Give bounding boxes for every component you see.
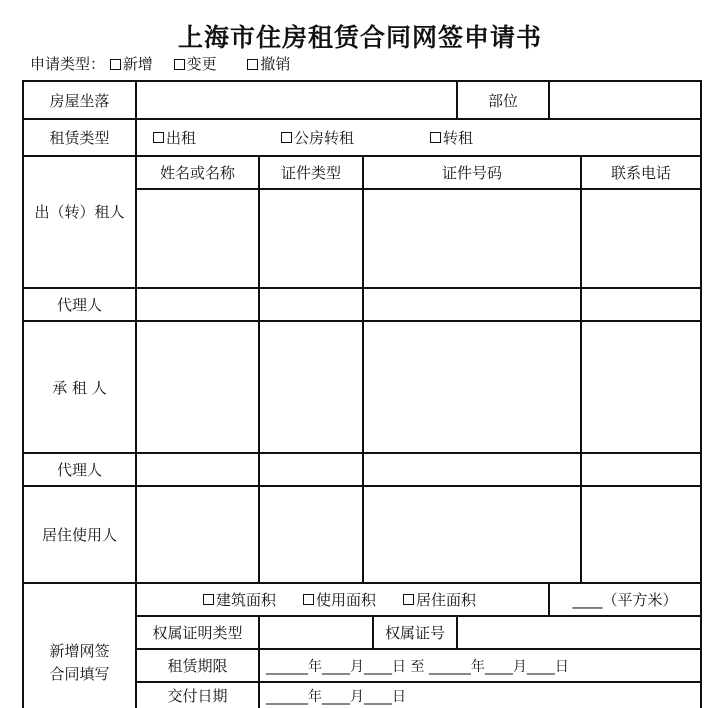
grid-line [580,155,582,582]
property-location-field[interactable] [137,82,456,118]
column-header-id-type: 证件类型 [280,164,341,182]
checkbox-icon[interactable] [153,132,164,143]
checkbox-icon[interactable] [281,132,292,143]
occupant-label: 居住使用人 [41,526,117,544]
checkbox-icon[interactable] [430,132,441,143]
new-contract-section-label: 新增网签 合同填写 [49,642,110,683]
checkbox-icon[interactable] [110,59,121,70]
unit-label: 部位 [487,91,518,110]
application-type-label: 申请类型： [30,55,106,73]
ownership-cert-type-field[interactable] [260,617,372,648]
delivery-date-field[interactable]: ______年____月____日 [266,688,406,705]
lease-type-sublet-option[interactable]: 转租 [430,120,473,155]
lease-term-label: 租赁期限 [167,657,228,675]
column-header-name: 姓名或名称 [159,164,235,182]
lessor-agent-label: 代理人 [56,296,102,314]
lease-type-label: 租赁类型 [49,129,110,147]
lessee-label: 承 租 人 [52,378,107,397]
area-option-building[interactable]: 建筑面积 [203,584,276,615]
checkbox-icon[interactable] [203,594,214,605]
checkbox-icon[interactable] [247,59,258,70]
application-type-row [30,53,290,74]
application-type-change-option[interactable]: 变更 [174,53,217,74]
lessee-agent-label: 代理人 [56,461,102,479]
application-type-cancel-option[interactable]: 撤销 [247,53,290,74]
checkbox-icon[interactable] [174,59,185,70]
grid-line [700,80,702,708]
lease-term-field[interactable]: ______年____月____日 至 ______年____月____日 [266,658,569,675]
lessor-label: 出（转）租人 [34,203,125,221]
ownership-cert-no-label: 权属证号 [384,624,445,642]
delivery-date-label: 交付日期 [167,687,228,705]
page-title: 上海市住房租赁合同网签申请书 [177,23,542,52]
unit-field[interactable] [550,82,700,118]
application-type-new-option[interactable]: 新增 [110,53,153,74]
checkbox-icon[interactable] [403,594,414,605]
area-option-living[interactable]: 居住面积 [403,584,476,615]
grid-line [362,155,364,582]
area-value-field[interactable]: ____（平方米） [572,591,678,609]
area-option-usable[interactable]: 使用面积 [303,584,376,615]
property-location-label: 房屋坐落 [49,91,110,110]
checkbox-icon[interactable] [303,594,314,605]
lease-type-public-sublet-option[interactable]: 公房转租 [281,120,354,155]
grid-line [135,188,701,190]
lease-type-rent-option[interactable]: 出租 [153,120,196,155]
ownership-cert-no-field[interactable] [458,617,700,648]
column-header-phone: 联系电话 [610,164,671,182]
ownership-cert-type-label: 权属证明类型 [152,624,243,642]
column-header-id-number: 证件号码 [441,164,502,182]
grid-line [258,155,260,582]
